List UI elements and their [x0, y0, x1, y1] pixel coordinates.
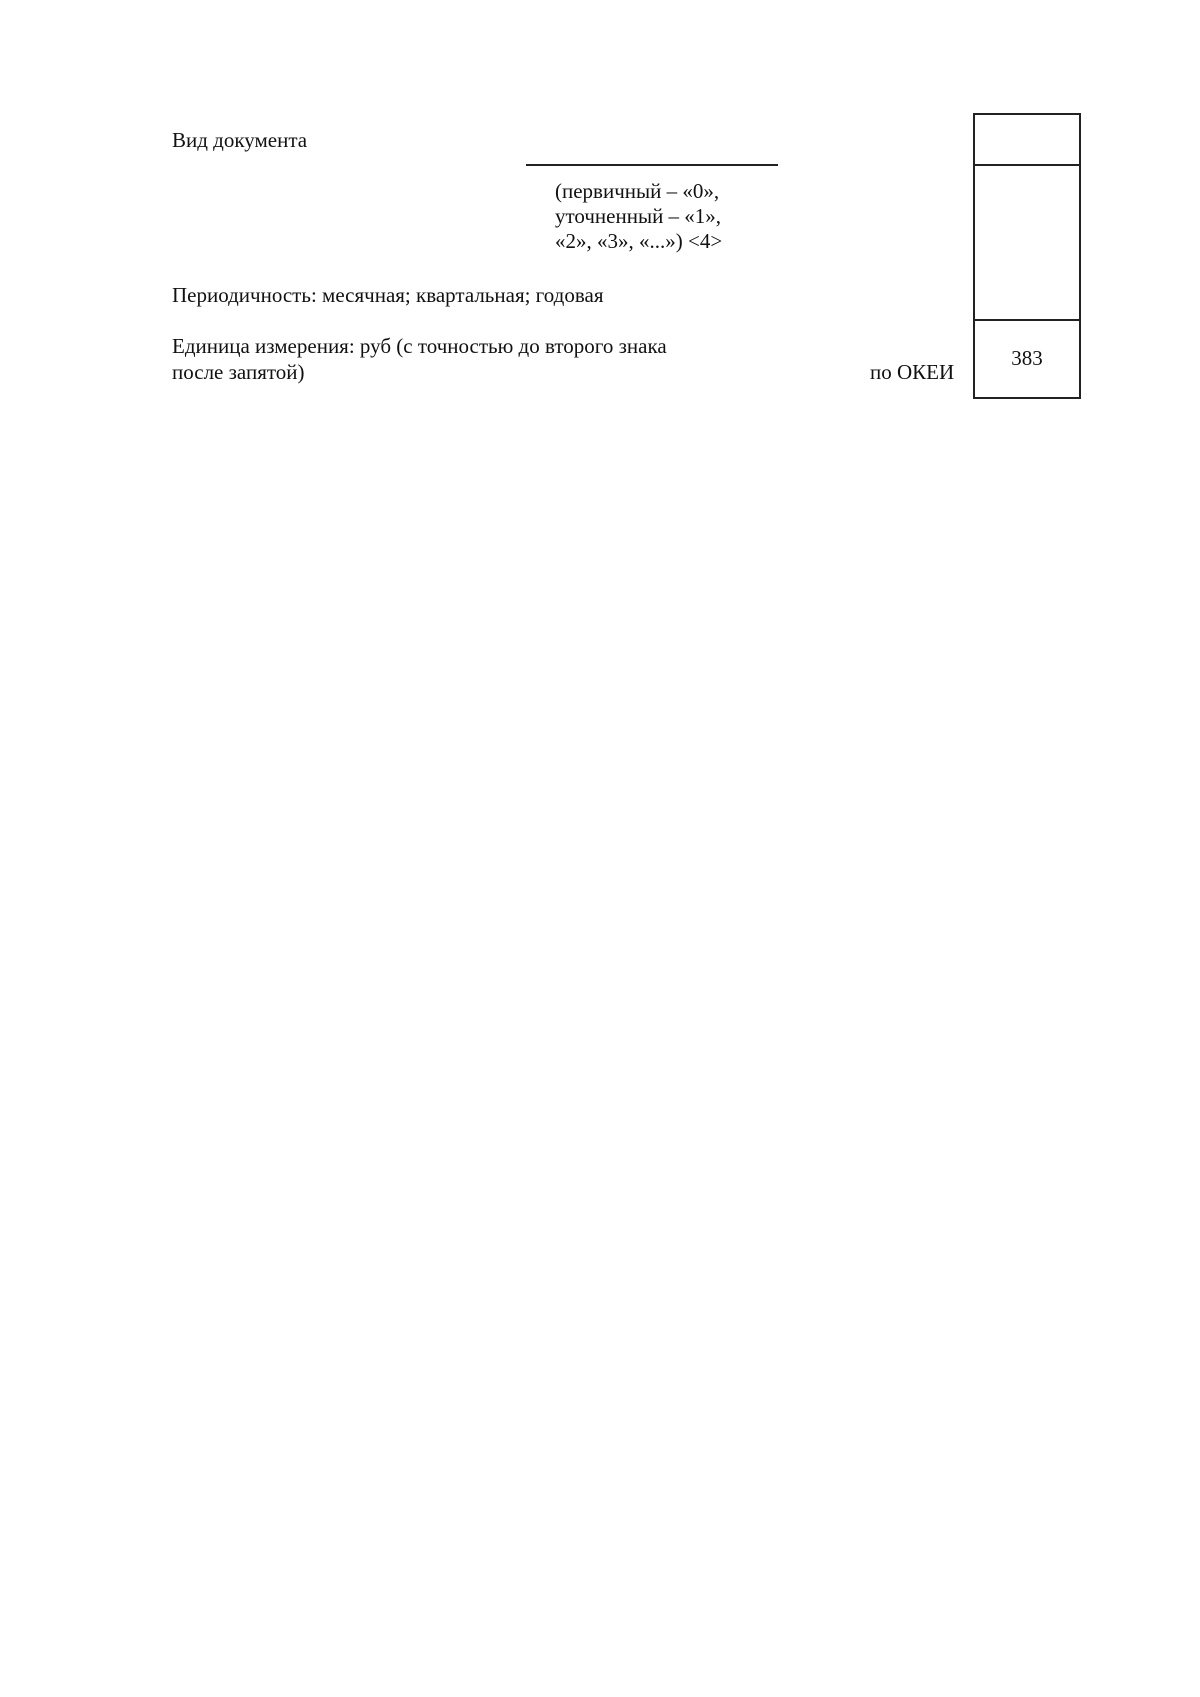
- document-type-hint-line: (первичный – «0»,: [555, 179, 720, 203]
- unit-of-measure: [172, 333, 667, 385]
- codes-box: [973, 113, 1081, 399]
- document-type-hint-line: уточненный – «1»,: [555, 204, 722, 228]
- document-type-label: Вид документа: [172, 128, 308, 152]
- unit-of-measure-line: после запятой): [172, 360, 305, 384]
- okei-code-cell: 383: [1011, 346, 1043, 370]
- document-type-hint: [555, 179, 722, 254]
- unit-of-measure-line: Единица измерения: руб (с точностью до второго знака: [172, 334, 667, 358]
- document-type-hint-line: «2», «3», «...») <4>: [555, 229, 723, 253]
- periodicity-text: Периодичность: месячная; квартальная; годовая: [172, 283, 604, 307]
- document-type-fill-line: [526, 164, 778, 166]
- okei-label: по ОКЕИ: [870, 360, 955, 384]
- document-type-code-cell: [975, 115, 1079, 166]
- periodicity-code-cell: [975, 166, 1079, 321]
